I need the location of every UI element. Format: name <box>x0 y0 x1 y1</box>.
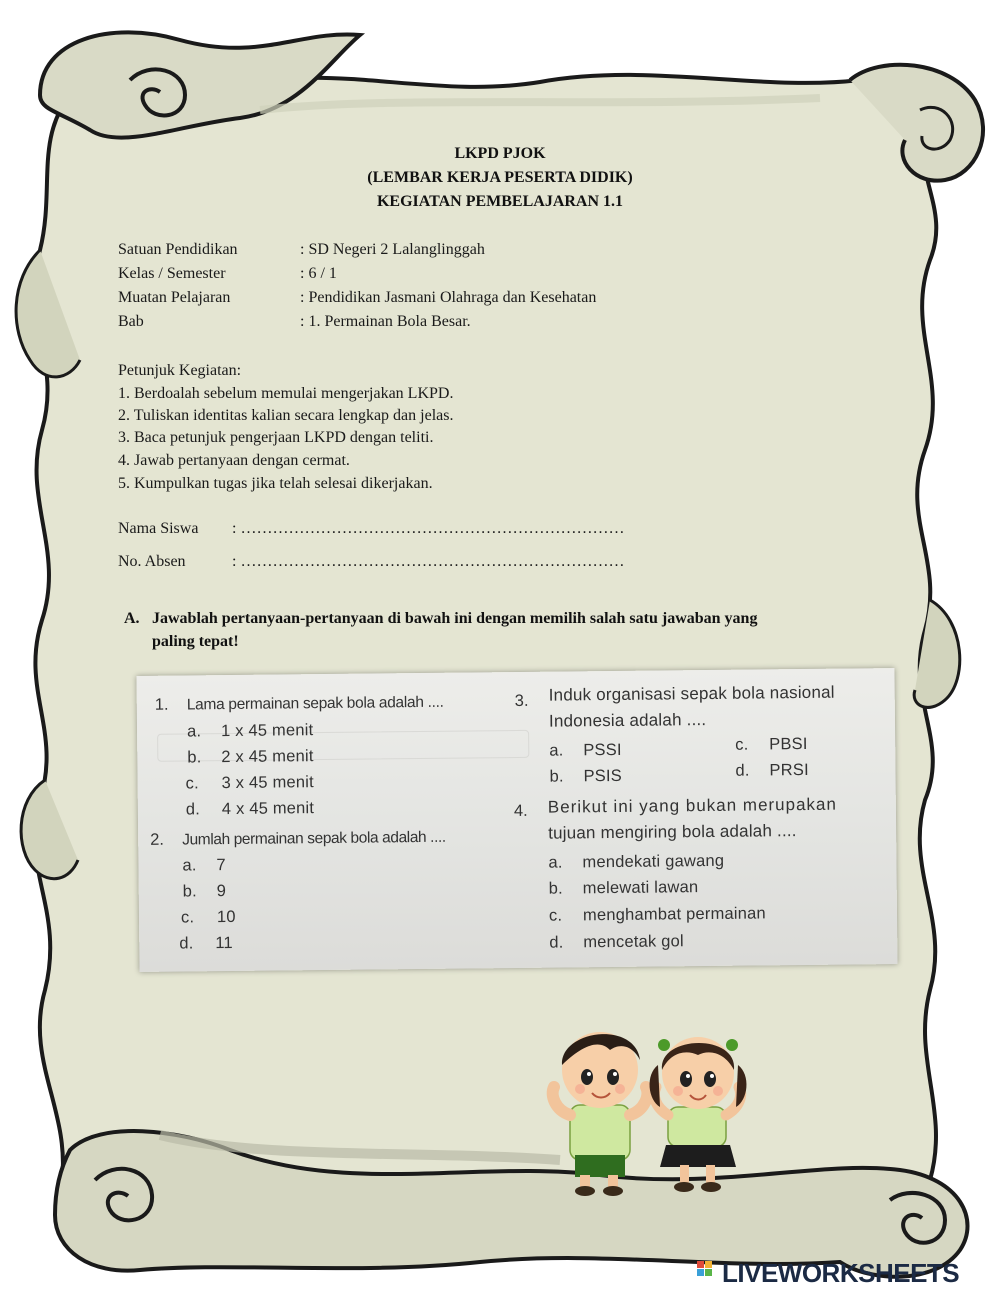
q4-text: Berikut ini yang bukan merupakan <box>547 794 837 817</box>
q3-option-b-letter: b. <box>549 767 564 786</box>
q3-option-c-letter: c. <box>735 735 749 754</box>
q1-option-a-letter: a. <box>186 722 202 741</box>
q1-option-c[interactable]: 3 x 45 menit <box>221 773 314 793</box>
q3-option-d[interactable]: PRSI <box>769 760 809 780</box>
identity-label-satuan: Satuan Pendidikan <box>118 241 238 258</box>
q4-option-d-letter: d. <box>549 933 564 952</box>
questions-photo <box>136 668 897 972</box>
student-absen-label: No. Absen <box>118 553 186 570</box>
q2-option-a[interactable]: 7 <box>216 856 226 875</box>
instruction-item: 3. Baca petunjuk pengerjaan LKPD dengan teliti. <box>118 429 434 446</box>
q3-option-c[interactable]: PBSI <box>769 734 808 754</box>
q1-option-d[interactable]: 4 x 45 menit <box>221 799 315 819</box>
kids-illustration <box>540 1015 770 1200</box>
q4-option-c[interactable]: menghambat permainan <box>582 904 766 925</box>
section-a-instruction: Jawablah pertanyaan-pertanyaan di bawah ini dengan memilih salah satu jawaban yang <box>152 610 758 627</box>
section-a-letter: A. <box>124 610 140 627</box>
q1-option-b[interactable]: 2 x 45 menit <box>221 747 314 767</box>
q2-option-a-letter: a. <box>182 856 197 875</box>
q4-option-b[interactable]: melewati lawan <box>582 878 699 898</box>
q1-option-c-letter: c. <box>185 774 199 793</box>
q3-option-a-letter: a. <box>549 741 564 760</box>
instruction-item: 5. Kumpulkan tugas jika telah selesai dikerjakan. <box>118 475 433 492</box>
q3-option-d-letter: d. <box>735 761 750 780</box>
q2-text: Jumlah permainan sepak bola adalah .... <box>182 828 446 849</box>
q4-option-c-letter: c. <box>548 906 563 925</box>
q2-option-d-letter: d. <box>179 934 194 953</box>
boy-figure <box>553 1032 648 1196</box>
identity-label-kelas: Kelas / Semester <box>118 265 226 282</box>
identity-label-muatan: Muatan Pelajaran <box>118 289 231 306</box>
girl-figure <box>650 1037 747 1192</box>
q2-option-d[interactable]: 11 <box>215 933 233 953</box>
q2-option-c-letter: c. <box>180 908 195 927</box>
q2-option-b-letter: b. <box>182 882 197 901</box>
q2-option-c[interactable]: 10 <box>216 907 236 927</box>
identity-label-bab: Bab <box>118 313 144 330</box>
q3-option-a[interactable]: PSSI <box>583 740 622 760</box>
student-name-label: Nama Siswa <box>118 520 199 537</box>
q4-option-a[interactable]: mendekati gawang <box>582 851 725 872</box>
q3-option-b[interactable]: PSIS <box>583 766 623 786</box>
instructions-title: Petunjuk Kegiatan: <box>118 362 242 379</box>
liveworksheets-logo-icon <box>696 1258 722 1284</box>
q4-option-b-letter: b. <box>548 879 563 898</box>
q1-option-d-letter: d. <box>185 800 201 819</box>
q1-option-a[interactable]: 1 x 45 menit <box>220 721 314 741</box>
identity-value-muatan: : Pendidikan Jasmani Olahraga dan Kesehatan <box>300 289 597 306</box>
liveworksheets-watermark: LIVEWORKSHEETS <box>722 1258 960 1288</box>
q4-number: 4. <box>513 801 528 821</box>
q4-option-d[interactable]: mencetak gol <box>583 932 684 952</box>
section-a-instruction-cont: paling tepat! <box>152 633 239 650</box>
photo-ghost-box <box>157 730 529 762</box>
student-name-field[interactable]: : ……………………………………………………………… <box>232 520 625 537</box>
identity-value-satuan: : SD Negeri 2 Lalanglinggah <box>300 241 485 258</box>
identity-value-bab: : 1. Permainan Bola Besar. <box>300 313 471 330</box>
q4-option-a-letter: a. <box>548 853 563 872</box>
instruction-item: 4. Jawab pertanyaan dengan cermat. <box>118 452 350 469</box>
identity-value-kelas: : 6 / 1 <box>300 265 337 282</box>
title-kegiatan: KEGIATAN PEMBELAJARAN 1.1 <box>376 193 624 210</box>
q2-option-b[interactable]: 9 <box>216 882 227 901</box>
instruction-item: 2. Tuliskan identitas kalian secara lengkap dan jelas. <box>118 407 454 424</box>
title-lembar-kerja: (LEMBAR KERJA PESERTA DIDIK) <box>367 169 633 186</box>
student-absen-field[interactable]: : ……………………………………………………………… <box>232 553 625 570</box>
q1-option-b-letter: b. <box>187 748 202 767</box>
q3-text: Induk organisasi sepak bola nasional <box>548 682 835 705</box>
q3-number: 3. <box>514 691 529 711</box>
q1-number: 1. <box>154 695 169 714</box>
q2-number: 2. <box>150 830 165 849</box>
q4-text-cont: tujuan mengiring bola adalah .... <box>548 821 797 843</box>
instruction-item: 1. Berdoalah sebelum memulai mengerjakan LKPD. <box>118 385 454 402</box>
title-lkpd-pjok: LKPD PJOK <box>454 145 546 162</box>
q3-text-cont: Indonesia adalah .... <box>548 710 707 731</box>
q1-text: Lama permainan sepak bola adalah .... <box>186 693 444 714</box>
